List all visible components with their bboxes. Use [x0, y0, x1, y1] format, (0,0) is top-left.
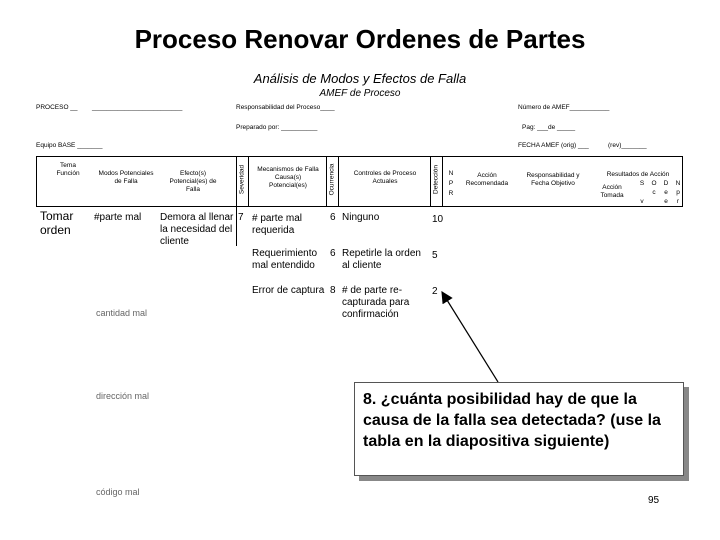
occurrence-3: 8	[330, 285, 336, 296]
header-resultados: Resultados de Acción	[606, 171, 670, 178]
mode-cantidad: cantidad mal	[96, 308, 148, 318]
numero-amef-field: Número de AMEF___________	[518, 104, 610, 111]
detection-1: 10	[432, 214, 444, 225]
header-mecanismos: Mecanismos de Falla Causa(s) Potencial(es)	[257, 166, 319, 189]
callout-arrow	[442, 292, 498, 382]
header-res-o: O	[651, 180, 657, 187]
modo-cell: #parte mal	[94, 212, 142, 223]
page-number: 95	[648, 495, 660, 506]
header-tema: Tema Función	[56, 162, 80, 177]
efecto-cell: Demora al llenar la necesidad del cliente	[160, 212, 234, 247]
header-res-v: v	[640, 198, 644, 205]
header-res-c: c	[652, 189, 656, 196]
proceso-field: PROCESO __	[36, 104, 78, 111]
mode-codigo: código mal	[96, 487, 140, 497]
severidad-cell: 7	[238, 212, 244, 223]
header-res-p: p	[676, 189, 680, 196]
header-modos: Modos Potenciales de Falla	[98, 170, 154, 185]
detection-3: 2	[432, 286, 438, 297]
tema-cell: Tomar orden	[40, 209, 74, 237]
form-subtitle: Análisis de Modos y Efectos de Falla	[253, 71, 467, 86]
header-ocurrencia: Ocurrencia	[328, 163, 336, 196]
cause-1: # parte mal requerida	[252, 213, 303, 236]
header-responsabilidad: Responsabilidad y Fecha Objetivo	[526, 172, 580, 187]
header-accion: Acción Recomendada	[465, 172, 509, 187]
header-p: P	[448, 180, 454, 187]
header-res-e: e	[664, 189, 668, 196]
header-res-d: D	[663, 180, 669, 187]
header-accion-tomada: Acción Tomada	[600, 184, 624, 199]
mode-direccion: dirección mal	[96, 391, 150, 401]
preparado-field: Preparado por: __________	[236, 124, 318, 131]
pag-field: Pag: ___de _____	[522, 124, 576, 131]
question-callout: 8. ¿cuánta posibilidad hay de que la causa de la falla sea detectada? (use la tabla en la diapositiva siguiente)	[354, 382, 684, 476]
header-n: N	[448, 170, 454, 177]
form-type: AMEF de Proceso	[319, 88, 401, 99]
header-severidad: Severidad	[238, 164, 246, 195]
header-res-extra-r: r	[676, 198, 680, 205]
cause-3: Error de captura	[252, 285, 325, 296]
control-1: Ninguno	[342, 212, 380, 223]
rev-field: (rev)_______	[608, 142, 647, 149]
responsabilidad-field: Responsabilidad del Proceso____	[236, 104, 335, 111]
occurrence-2: 6	[330, 248, 336, 259]
header-efectos: Efecto(s) Potencial(es) de Falla	[169, 170, 217, 193]
slide-title: Proceso Renovar Ordenes de Partes	[134, 24, 586, 54]
control-2: Repetirle la orden al cliente	[342, 248, 421, 271]
header-r: R	[448, 190, 454, 197]
control-3: # de parte re-capturada para confirmación	[342, 285, 410, 320]
detection-2: 5	[432, 250, 438, 261]
cause-2: Requerimiento mal entendido	[252, 248, 318, 271]
header-controles: Controles de Proceso Actuales	[353, 170, 417, 185]
header-res-s: S	[639, 180, 645, 187]
equipo-field: Equipo BASE _______	[36, 142, 103, 149]
header-res-n: N	[675, 180, 681, 187]
proceso-blank: _________________________	[92, 104, 183, 111]
fecha-field: FECHA AMEF (orig) ___	[518, 142, 589, 149]
header-res-extra-e: e	[664, 198, 668, 205]
occurrence-1: 6	[330, 212, 336, 223]
header-deteccion: Detección	[432, 165, 440, 194]
